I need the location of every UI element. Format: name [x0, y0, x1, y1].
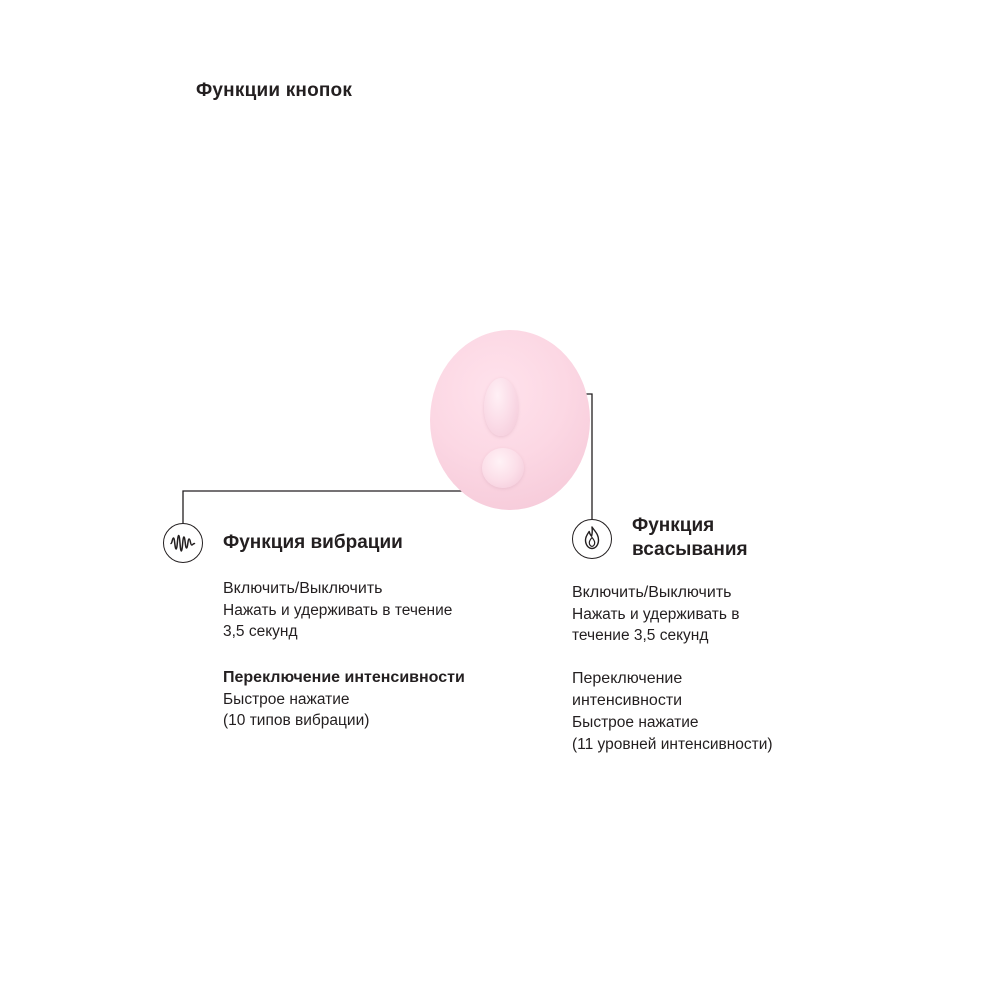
vibration-button[interactable] — [482, 448, 524, 488]
suction-power-line-1: Нажать и удерживать в — [572, 606, 740, 624]
suction-column-title-line-1: Функция — [632, 515, 715, 536]
vibration-intensity-section — [223, 667, 553, 732]
vibration-intensity-heading: Переключение интенсивности — [223, 669, 465, 686]
suction-intensity-heading-line-2: интенсивности — [572, 692, 683, 710]
vibration-column-title: Функция вибрации — [223, 532, 403, 553]
suction-button[interactable] — [484, 378, 518, 436]
suction-intensity-line-2: (11 уровней интенсивности) — [572, 735, 773, 753]
vibration-wave-icon — [163, 523, 203, 563]
vibration-power-line-2: 3,5 секунд — [223, 623, 298, 641]
vibration-intensity-line-1: Быстрое нажатие — [223, 691, 350, 709]
vibration-power-heading: Включить/Выключить — [223, 580, 383, 597]
suction-column-title — [632, 514, 832, 561]
vibration-power-section — [223, 578, 543, 643]
suction-flame-icon — [572, 519, 612, 559]
suction-power-line-2: течение 3,5 секунд — [572, 627, 709, 645]
vibration-intensity-line-2: (10 типов вибрации) — [223, 712, 370, 730]
suction-intensity-line-1: Быстрое нажатие — [572, 714, 699, 732]
suction-intensity-section — [572, 668, 862, 755]
page-title: Функции кнопок — [196, 80, 353, 101]
product-body-circle — [430, 330, 590, 510]
suction-column-title-line-2: всасывания — [632, 538, 748, 560]
vibration-power-line-1: Нажать и удерживать в течение — [223, 602, 453, 620]
suction-intensity-heading-line-1: Переключение — [572, 670, 683, 687]
suction-power-heading: Включить/Выключить — [572, 584, 732, 601]
suction-power-section — [572, 582, 812, 647]
